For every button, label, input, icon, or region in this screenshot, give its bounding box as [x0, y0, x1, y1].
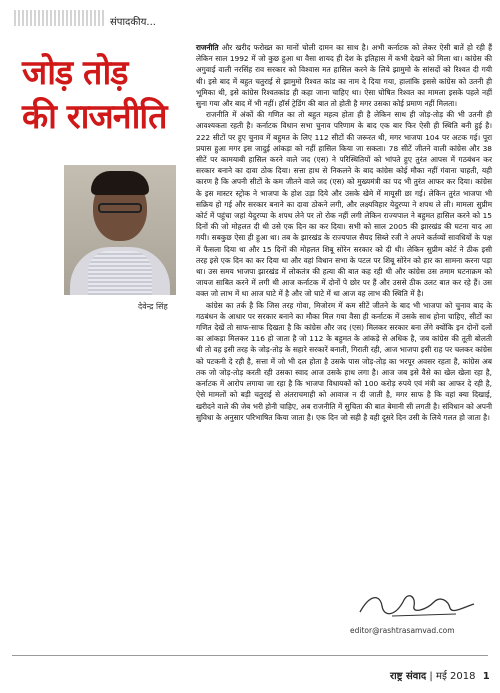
paragraph-text: राजनीति में अंकों की गणित का तो बहुत महत्व होता ही है लेकिन साथ ही जोड़-तोड़ की भी उतनी ही आवश्यकता रहती है। कर्नाटक विधान सभा चुनाव परिणाम के बाद एक बार फिर ऐसी ही स्थिति बनी हुई है। 222 सीटों पर हुए चुनाव में बहुमत के लिए 112 सीटों की जरूरत थी, मगर भाजपा 104 पर अटक गई। पूरा प्रयास हुआ मगर इस जादुई आंकड़ा को नहीं हासिल किया जा सकता। 78 सीटें जीतने वाली कांग्रेस और 38 सीटें पर कामयाबी हासिल करने वाले जद (एस) ने परिस्थितियों को भांपते हुए तुरंत आपस में गठबंधन कर सरकार बनाने का दावा ठोक दिया। सत्ता हाथ से निकलने के बाद कांग्रेस कोई मौका नहीं गंवाना चाहती, यही कारण है कि अपनी सीटों के कम जीतने वाले जद (एस) को मुख्यमंत्री का पद भी तुरंत आफर कर दिया। कांग्रेस के इस मास्टर स्ट्रोक ने भाजपा के होश उड़ा दिये और उसके खेमे में मायूसी छा गई। लेकिन तुरंत भाजपा भी सक्रिय हो गई और सरकार बनाने का दावा ठोकने लगी, और लक्ष्यविहार येदुरप्पा ने शपथ ले ली। मामला सुप्रीम कोर्ट में पहुंचा जहां येदुरप्पा के शपथ लेने पर तो रोक नहीं लगी लेकिन राज्यपाल ने बहुमत हासिल करने को 15 दिनों की जो मोहलत दी थी उसे एक दिन का कर दिया। सभी को साल 2005 की झारखंड की घटना याद आ गयी। सबकुछ ऐसा ही हुआ था। तब के झारखंड के राज्यपाल सैयद सिब्ते रजी ने अपने कर्तव्यों सावधियों के पक्ष में फैसला दिया था और 15 दिनों की मोहलत शिबू सोरेन सरकार को दी थी। लेकिन सुप्रीम कोर्ट ने ठीक इसी तरह इसे एक दिन का कर दिया था और वहां विधान सभा के पटल पर शिबू सोरेन को हार का सामना करना पड़ा था। उस समय भाजपा झारखंड में लोकतंत्र की हत्या की बात कह रही थी और कांग्रेस उस तमाम घटनाक्रम को जायज साबित करने में लगी थी आज कर्नाटक में दोनों पे छोर पर हैं और उससे ठीक उलट बात कर रहे हैं। उस वक्त जो लाभ में था आज घाटे में है और जो घाटे में था आज वह लाभ की स्थिति में है। — [196, 110, 492, 299]
paragraph-3 — [196, 300, 492, 423]
publication-name: राष्ट्र संवाद — [390, 671, 427, 682]
issue-date: मई 2018 — [435, 671, 476, 682]
photo-caption: देवेन्द्र सिंह — [138, 302, 168, 311]
headline-line1: जोड़ तोड़ — [22, 53, 128, 93]
page-number: 1 — [482, 671, 490, 682]
editor-email[interactable]: editor@rashtrasamvad.com — [350, 626, 455, 635]
paragraph-lead: राजनीति — [196, 43, 219, 52]
headline-line2: की राजनीति — [22, 97, 167, 137]
page-footer — [390, 668, 490, 682]
section-header — [14, 6, 184, 34]
header-stripes-decoration — [14, 10, 106, 26]
section-label: संपादकीय... — [110, 17, 156, 28]
footer-separator: | — [429, 671, 436, 682]
paragraph-1 — [196, 42, 492, 109]
footer-divider — [12, 655, 488, 656]
paragraph-text: कांग्रेस का तर्क है कि जिस तरह गोवा, मिजोरम में कम सीटें जीतने के बाद भी भाजपा को चुनाव बाद के गठबंधन के आधार पर सरकार बनाने का मौका मिल गया वैसा ही कर्नाटक में उसके साथ होना चाहिए, सीटों का गणित देखें तो साफ-साफ दिखता है कि कांग्रेस और जद (एस) मिलकर सरकार बना लेंगे क्योंकि इन दोनों दलों का आंकड़ा मिलकर 116 हो जाता है जो 112 के बहुमत के आंकड़े से अधिक है, जब कांग्रेस की तूती बोलती थी तो वह इसी तरह के जोड़-तोड़ के सहारे सरकारें बनाती, गिराती रही, आज भाजपा इसी राह पर चलकर कांग्रेस को पटकनी दे रही है, सत्ता में जो भी दल होता है उसके पास जोड़-तोड़ का भरपूर अवसर रहता है, कांग्रेस अब तक जो जोड़-तोड़ करती रही उसका स्वाद आज उसके हाथ लगा है। आज जब इसे वैसे का खेल खेला रहा है, कर्नाटक में आरोप लगाया जा रहा है कि भाजपा विधायकों को 100 करोड़ रुपये एवं मंत्री का आफर दे रही है, ऐसे मामलों को बड़ी चतुराई से अंतराचमाही को आवाज न दी जाती है, मगर साफ है कि वहां क्या दिखाई, खरीदने वाले की जेब भरी होनी चाहिए, अब राजनीति में सुचिता की बात बेमानी सी लगती है। संविधान को अपनी सुविधा के अनुसार परिभाषित किया जाता है। एक दिन जो सही है वही दूसरे दिन उसी के लिये गलत हो जाता है। — [196, 300, 492, 422]
signature — [352, 586, 482, 622]
paragraph-2 — [196, 109, 492, 299]
editorial-body — [196, 42, 492, 423]
author-photo — [64, 165, 176, 295]
paragraph-text: और खरीद फरोख्त का मानों चोली दामन का साथ है। अभी कर्नाटक को लेकर ऐसी बातें हो रही हैं लेकिन साल 1992 में जो कुछ हुआ था वैसा शायद ही देश के इतिहास में कभी देखने को मिला था। कांग्रेस की अगुवाई वाली नरसिंह राव सरकार को विश्वास मत हासिल करने के लिये झामुमो के सांसदों को रिश्वत दी गयी थी। इसे बाद में बहुत चतुराई से झामुमो रिश्वत कांड का नाम दे दिया गया, हालांकि इससे कांग्रेस को उतनी ही भूमिका थी, इसे कांग्रेस रिश्वतकांड ही कहा जाना चाहिए था। ऐसा घोषित रिश्वत का मामला इसके पहले नहीं सुना गया और बाद में भी नहीं। हॉर्स ट्रेडिंग की बात तो होती है मगर उसका कोई प्रमाण नहीं मिलता। — [196, 43, 492, 109]
